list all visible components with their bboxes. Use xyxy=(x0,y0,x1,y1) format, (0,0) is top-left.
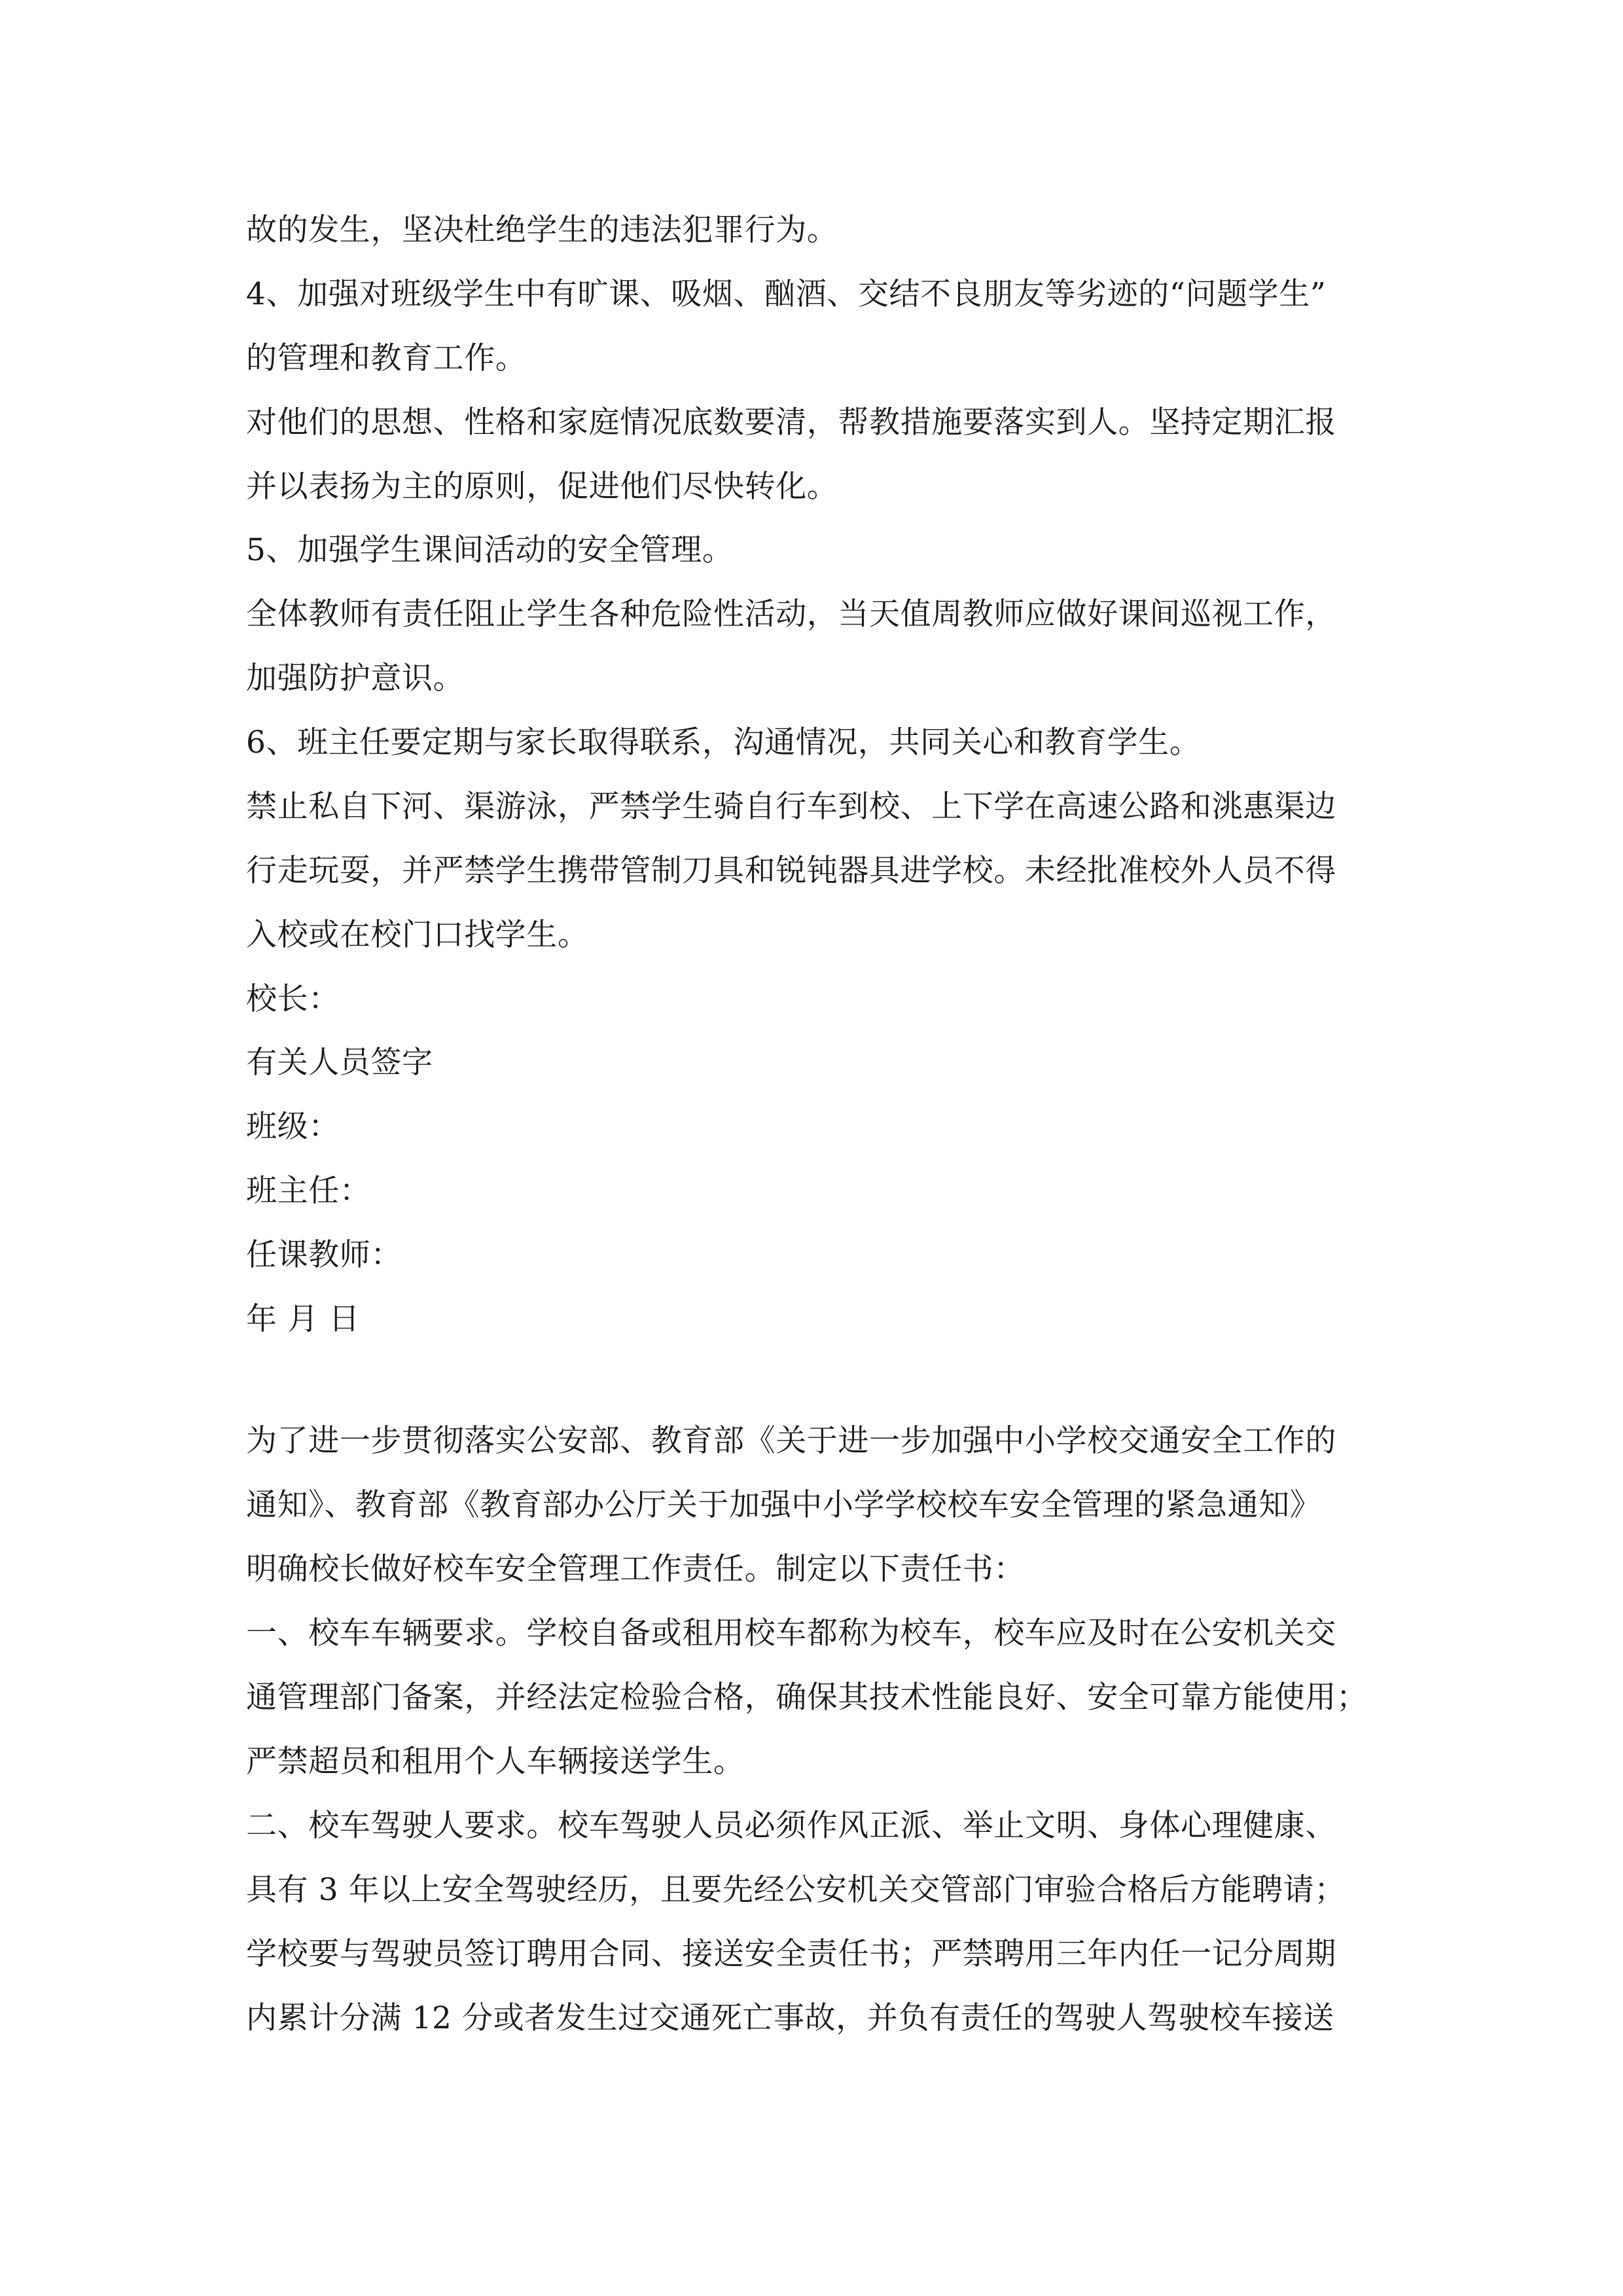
text-line: 任课教师： xyxy=(246,1237,402,1273)
text-line: 4、加强对班级学生中有旷课、吸烟、酗酒、交结不良朋友等劣迹的“问题学生” xyxy=(246,276,1327,312)
text-line: 全体教师有责任阻止学生各种危险性活动，当天值周教师应做好课间巡视工作， xyxy=(246,596,1336,632)
text-line: 通知》、教育部《教育部办公厅关于加强中小学学校校车安全管理的紧急通知》 xyxy=(246,1487,1321,1523)
text-line: 学校要与驾驶员签订聘用合同、接送安全责任书；严禁聘用三年内任一记分周期 xyxy=(246,1936,1336,1972)
text-line: 一、校车车辆要求。学校自备或租用校车都称为校车，校车应及时在公安机关交 xyxy=(246,1615,1336,1651)
text-line: 对他们的思想、性格和家庭情况底数要清，帮教措施要落实到人。坚持定期汇报 xyxy=(246,404,1336,440)
text-line: 5、加强学生课间活动的安全管理。 xyxy=(246,532,734,568)
text-line: 6、班主任要定期与家长取得联系，沟通情况，共同关心和教育学生。 xyxy=(246,725,1201,761)
text-line: 班主任： xyxy=(246,1173,371,1209)
text-line: 通管理部门备案，并经法定检验合格，确保其技术性能良好、安全可靠方能使用； xyxy=(246,1679,1368,1715)
text-line: 的管理和教育工作。 xyxy=(246,340,527,376)
text-line: 年 月 日 xyxy=(246,1301,360,1337)
text-line: 并以表扬为主的原则，促进他们尽快转化。 xyxy=(246,469,838,505)
text-line: 校长： xyxy=(246,981,340,1017)
text-line: 二、校车驾驶人要求。校车驾驶人员必须作风正派、举止文明、身体心理健康、 xyxy=(246,1808,1336,1844)
text-line: 班级： xyxy=(246,1109,340,1145)
text-line: 入校或在校门口找学生。 xyxy=(246,917,589,953)
text-line: 具有 3 年以上安全驾驶经历，且要先经公安机关交管部门审验合格后方能聘请； xyxy=(246,1872,1346,1908)
text-line: 为了进一步贯彻落实公安部、教育部《关于进一步加强中小学校交通安全工作的 xyxy=(246,1423,1336,1459)
text-line: 明确校长做好校车安全管理工作责任。制定以下责任书： xyxy=(246,1551,1025,1587)
text-line: 有关人员签字 xyxy=(246,1045,433,1081)
text-line: 禁止私自下河、渠游泳，严禁学生骑自行车到校、上下学在高速公路和洮惠渠边 xyxy=(246,789,1336,825)
text-line: 故的发生，坚决杜绝学生的违法犯罪行为。 xyxy=(246,212,838,248)
text-line: 内累计分满 12 分或者发生过交通死亡事故，并负有责任的驾驶人驾驶校车接送 xyxy=(246,2000,1334,2036)
text-line: 行走玩耍，并严禁学生携带管制刀具和锐钝器具进学校。未经批准校外人员不得 xyxy=(246,853,1336,889)
text-line: 严禁超员和租用个人车辆接送学生。 xyxy=(246,1744,745,1780)
text-line: 加强防护意识。 xyxy=(246,660,465,696)
